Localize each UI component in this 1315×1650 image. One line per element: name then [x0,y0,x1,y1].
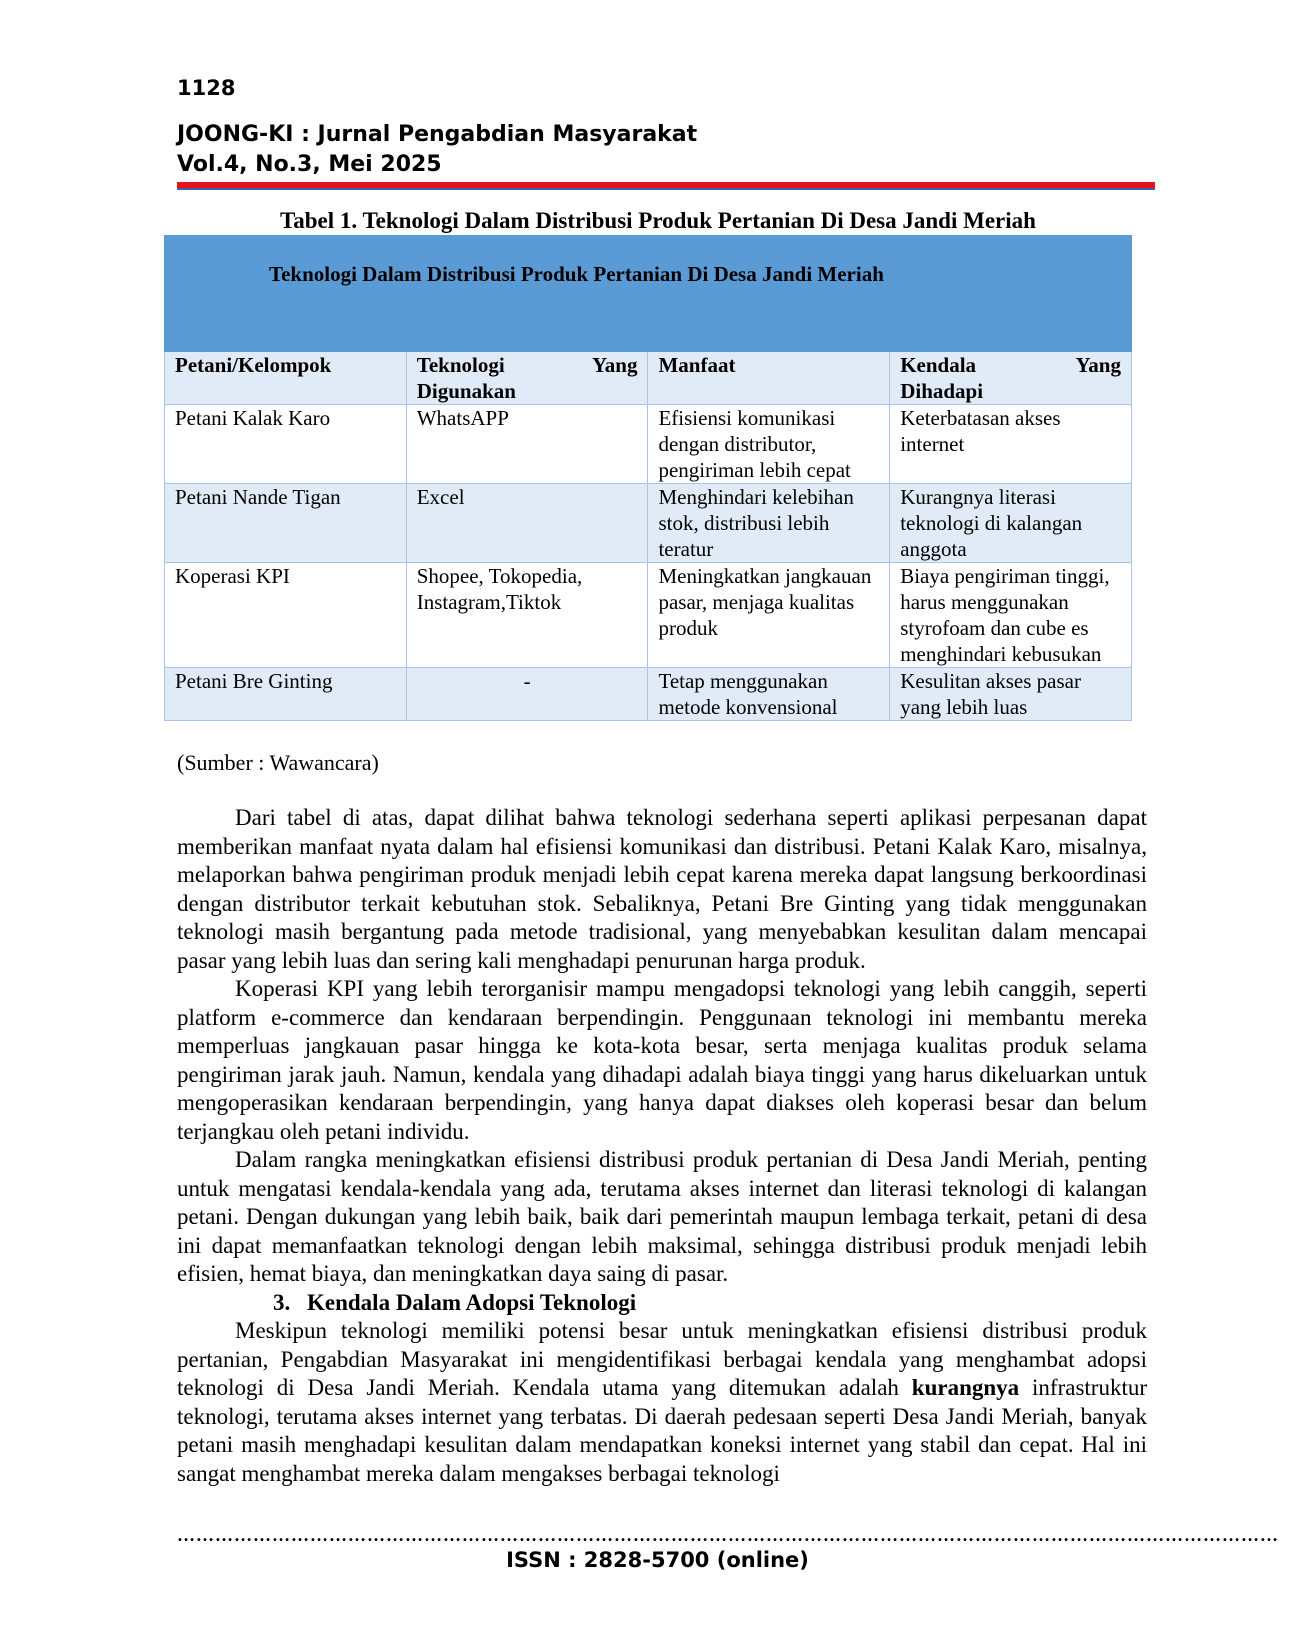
table-caption: Tabel 1. Teknologi Dalam Distribusi Produk Pertanian Di Desa Jandi Meriah [280,208,1036,233]
page-number: 1128 [177,76,236,100]
table-cell: Tetap menggunakan metode konvensional [648,668,890,721]
table-cell: Kurangnya literasi teknologi di kalangan anggota [890,484,1132,563]
paragraph: Meskipun teknologi memiliki potensi besar untuk meningkatkan efisiensi distribusi produk pertanian, Pengabdian Masyarakat ini mengidentifikasi berbagai kendala yang menghambat adopsi teknologi di Desa Jandi Meriah. Kendala utama yang ditemukan adalah kurangnya infrastruktur teknologi, terutama akses internet yang terbatas. Di daerah pedesaan seperti Desa Jandi Meriah, banyak petani masih menghadapi kesulitan dalam mendapatkan koneksi internet yang stabil dan cepat. Hal ini sangat menghambat mereka dalam mengakses berbagai teknologi [177,1318,1147,1486]
bold-term: kurangnya [911,1375,1020,1400]
table-cell: Meningkatkan jangkauan pasar, menjaga kualitas produk [648,563,890,668]
journal-volume: Vol.4, No.3, Mei 2025 [177,152,442,177]
footer-dotted-rule: ………………………………………………………………………………………………………………………………………………………… [177,1525,1279,1545]
table-header-row [165,352,1132,405]
table-cell: Petani Kalak Karo [165,405,407,484]
column-header: Kendala Yang Dihadapi [890,352,1132,405]
table-cell: Koperasi KPI [165,563,407,668]
paragraph: Koperasi KPI yang lebih terorganisir mampu mengadopsi teknologi yang lebih canggih, seperti platform e-commerce dan kendaraan berpendingin. Penggunaan teknologi ini membantu mereka memperluas jangkauan pasar hingga ke kota-kota besar, serta menjaga kualitas produk selama pengiriman jarak jauh. Namun, kendala yang dihadapi adalah biaya tinggi yang harus dikeluarkan untuk mengoperasikan kendaraan berpendingin, yang hanya dapat diakses oleh koperasi besar dan belum terjangkau oleh petani individu. [177,976,1147,1144]
table-cell: Shopee, Tokopedia, Instagram,Tiktok [406,563,648,668]
table-cell: Menghindari kelebihan stok, distribusi lebih teratur [648,484,890,563]
body-text [177,804,1147,1488]
paragraph: Dari tabel di atas, dapat dilihat bahwa teknologi sederhana seperti aplikasi perpesanan dapat memberikan manfaat nyata dalam hal efisiensi komunikasi dan distribusi. Petani Kalak Karo, misalnya, melaporkan bahwa pengiriman produk menjadi lebih cepat karena mereka dapat langsung berkoordinasi dengan distributor terkait kebutuhan stok. Sebaliknya, Petani Bre Ginting yang tidak menggunakan teknologi masih bergantung pada metode tradisional, yang menyebabkan kesulitan dalam mencapai pasar yang lebih luas dan sering kali menghadapi penurunan harga produk. [177,805,1147,973]
journal-header [177,120,697,180]
technology-table [164,235,1132,721]
table-row [165,668,1132,721]
column-header: Manfaat [648,352,890,405]
table-cell: Kesulitan akses pasar yang lebih luas [890,668,1132,721]
table-source: (Sumber : Wawancara) [177,750,379,775]
table-row [165,563,1132,668]
column-header: Petani/Kelompok [165,352,407,405]
table-cell: Excel [406,484,648,563]
header-rule [177,182,1155,190]
footer-issn: ISSN : 2828-5700 (online) [506,1548,809,1572]
table-cell: - [406,668,648,721]
section-number: 3. [273,1289,291,1315]
table-cell: Petani Bre Ginting [165,668,407,721]
table-cell: Petani Nande Tigan [165,484,407,563]
paragraph: Dalam rangka meningkatkan efisiensi distribusi produk pertanian di Desa Jandi Meriah, penting untuk mengatasi kendala-kendala yang ada, terutama akses internet dan literasi teknologi di kalangan petani. Dengan dukungan yang lebih baik, baik dari pemerintah maupun lembaga terkait, petani di desa ini dapat memanfaatkan teknologi dengan lebih maksimal, sehingga distribusi produk menjadi lebih efisien, hemat biaya, dan meningkatkan daya saing di pasar. [177,1147,1147,1286]
section-title: Kendala Dalam Adopsi Teknologi [307,1289,637,1315]
journal-title: JOONG-KI : Jurnal Pengabdian Masyarakat [177,122,698,147]
section-heading [177,1289,1147,1318]
column-header: Teknologi Yang Digunakan [406,352,648,405]
table-cell: WhatsAPP [406,405,648,484]
table-banner: Teknologi Dalam Distribusi Produk Pertanian Di Desa Jandi Meriah [165,236,1132,352]
table-cell: Keterbatasan akses internet [890,405,1132,484]
table-row [165,405,1132,484]
table-row [165,484,1132,563]
table-cell: Biaya pengiriman tinggi, harus menggunakan styrofoam dan cube es menghindari kebusukan [890,563,1132,668]
table-cell: Efisiensi komunikasi dengan distributor, pengiriman lebih cepat [648,405,890,484]
